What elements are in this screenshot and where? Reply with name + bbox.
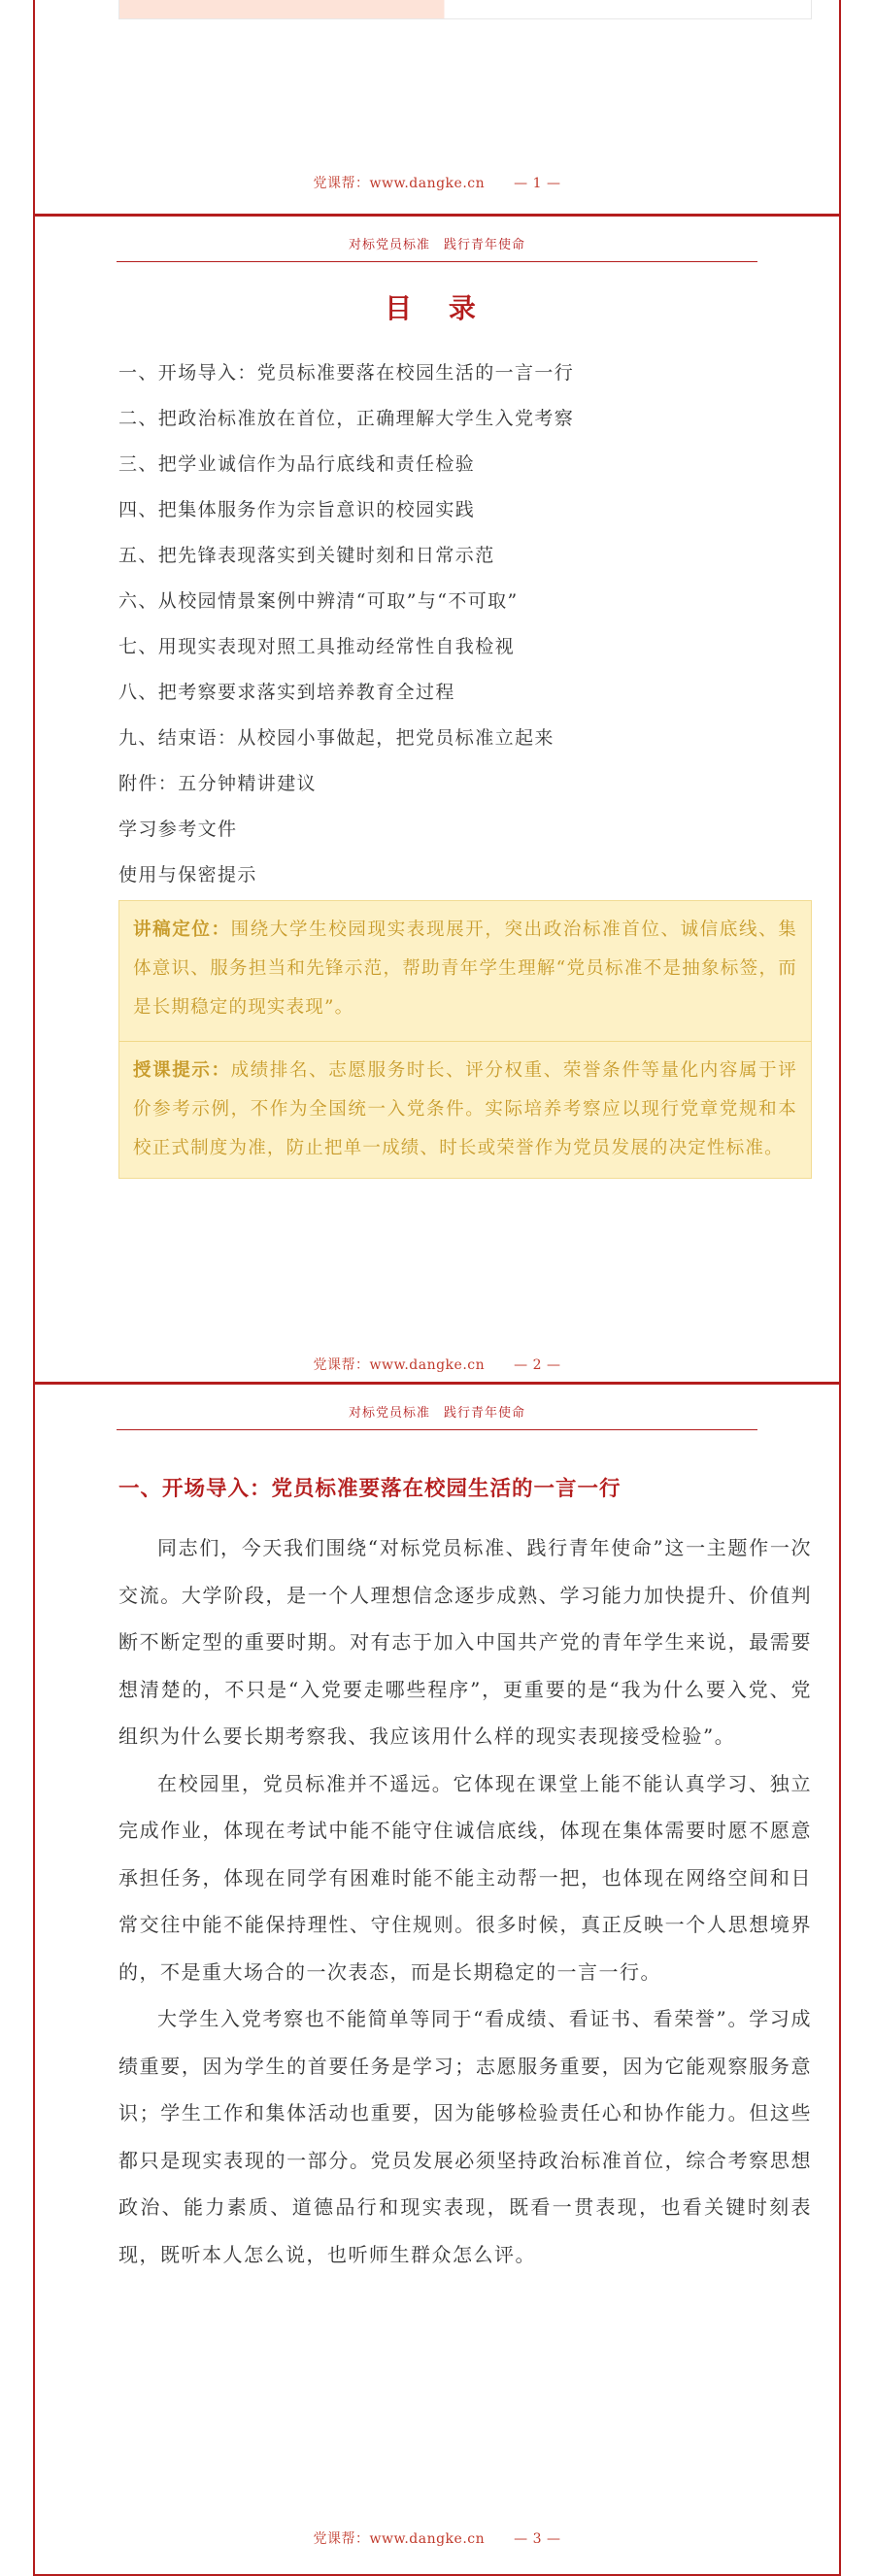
note-text: 成绩排名、志愿服务时长、评分权重、荣誉条件等量化内容属于评价参考示例，不作为全国统一入党条件。实际培养考察应以现行党章党规和本校正式制度为准，防止把单一成绩、时长或荣誉作为党员发展的决定性标准。 xyxy=(133,1060,797,1158)
note-text: 围绕大学生校园现实表现展开，突出政治标准首位、诚信底线、集体意识、服务担当和先锋示范，帮助青年学生理解“党员标准不是抽象标签，而是长期稳定的现实表现”。 xyxy=(133,920,797,1018)
toc-item[interactable]: 七、用现实表现对照工具推动经常性自我检视 xyxy=(118,636,516,657)
page-3 xyxy=(33,1385,841,2576)
page-footer xyxy=(35,173,839,192)
toc-title: 目 录 xyxy=(385,292,489,324)
toc-item[interactable]: 使用与保密提示 xyxy=(118,864,257,886)
page-header: 对标党员标准 践行青年使命 xyxy=(117,234,757,262)
section-body xyxy=(118,1524,812,2278)
page-number: — 1 — xyxy=(514,176,561,191)
footer-site: 党课帮：www.dangke.cn xyxy=(313,1357,486,1373)
page-number: — 2 — xyxy=(514,1357,561,1373)
toc-item[interactable]: 一、开场导入：党员标准要落在校园生活的一言一行 xyxy=(118,362,575,384)
toc-item[interactable]: 三、把学业诚信作为品行底线和责任检验 xyxy=(118,453,476,475)
paragraph: 在校园里，党员标准并不遥远。它体现在课堂上能不能认真学习、独立完成作业，体现在考试中能不能守住诚信底线，体现在集体需要时愿不愿意承担任务，体现在同学有困难时能不能主动帮一把，也体现在网络空间和日常交往中能不能保持理性、守住规则。很多时候，真正反映一个人思想境界的，不是重大场合的一次表态，而是长期稳定的一言一行。 xyxy=(118,1771,812,1984)
toc-item[interactable]: 八、把考察要求落实到培养教育全过程 xyxy=(118,682,455,703)
page-1 xyxy=(33,0,841,214)
note-label: 授课提示： xyxy=(133,1060,231,1081)
page-number: — 3 — xyxy=(514,2531,561,2547)
toc-list xyxy=(118,351,756,898)
note-teaching-tip xyxy=(133,1052,797,1168)
toc-item[interactable]: 四、把集体服务作为宗旨意识的校园实践 xyxy=(118,499,476,520)
page-footer xyxy=(35,2528,839,2548)
table-remnant xyxy=(118,0,812,19)
note-divider xyxy=(119,1041,811,1042)
toc-item[interactable]: 学习参考文件 xyxy=(118,819,238,840)
toc-item[interactable]: 五、把先锋表现落实到关键时刻和日常示范 xyxy=(118,545,495,566)
lecture-note-box xyxy=(118,900,812,1179)
toc-item[interactable]: 九、结束语：从校园小事做起，把党员标准立起来 xyxy=(118,727,555,749)
footer-site: 党课帮：www.dangke.cn xyxy=(313,2531,486,2547)
page-2 xyxy=(33,217,841,1382)
note-positioning xyxy=(133,911,797,1027)
section-title: 一、开场导入：党员标准要落在校园生活的一言一行 xyxy=(118,1477,622,1501)
paragraph: 同志们，今天我们围绕“对标党员标准、践行青年使命”这一主题作一次交流。大学阶段，是一个人理想信念逐步成熟、学习能力加快提升、价值判断不断定型的重要时期。对有志于加入中国共产党的青年学生来说，最需要想清楚的，不只是“入党要走哪些程序”，更重要的是“我为什么要入党、党组织为什么要长期考察我、我应该用什么样的现实表现接受检验”。 xyxy=(118,1536,812,1748)
note-label: 讲稿定位： xyxy=(133,920,231,940)
page-header: 对标党员标准 践行青年使命 xyxy=(117,1402,757,1430)
page-footer xyxy=(35,1355,839,1374)
paragraph: 大学生入党考察也不能简单等同于“看成绩、看证书、看荣誉”。学习成绩重要，因为学生的首要任务是学习；志愿服务重要，因为它能观察服务意识；学生工作和集体活动也重要，因为能够检验责任心和协作能力。但这些都只是现实表现的一部分。党员发展必须坚持政治标准首位，综合考察思想政治、能力素质、道德品行和现实表现，既看一贯表现，也看关键时刻表现，既听本人怎么说，也听师生群众怎么评。 xyxy=(118,2007,812,2266)
toc-item[interactable]: 二、把政治标准放在首位，正确理解大学生入党考察 xyxy=(118,408,575,429)
toc-item[interactable]: 附件：五分钟精讲建议 xyxy=(118,773,318,794)
toc-item[interactable]: 六、从校园情景案例中辨清“可取”与“不可取” xyxy=(118,590,519,612)
footer-site: 党课帮：www.dangke.cn xyxy=(313,176,486,191)
